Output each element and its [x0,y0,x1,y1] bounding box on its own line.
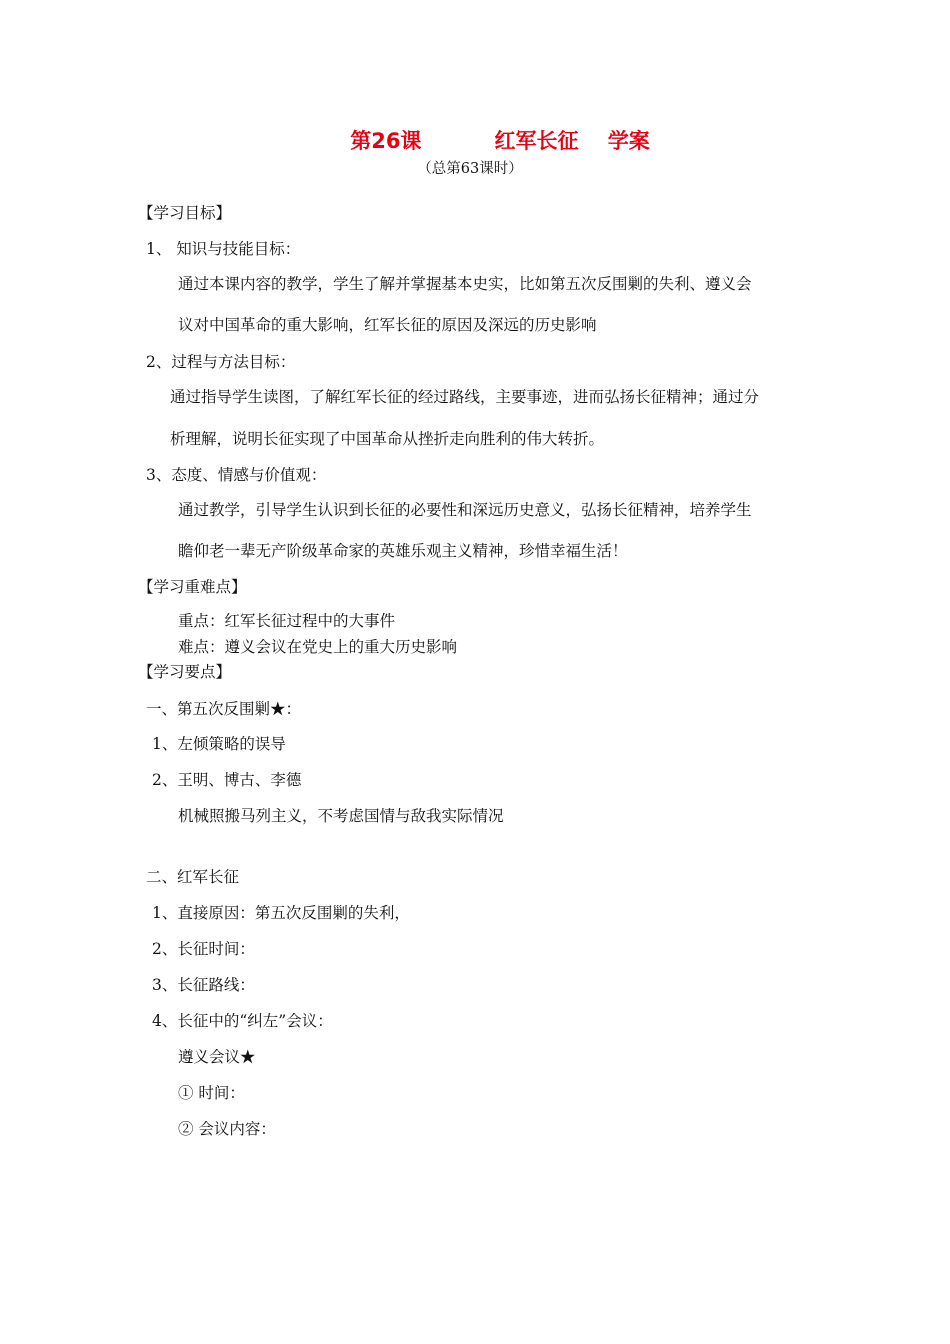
difficulty-point: 难点：遵义会议在党史上的重大历史影响 [178,638,458,656]
key-points-heading: 【学习重难点】 [138,578,247,596]
attitude-values-line-2: 瞻仰老一辈无产阶级革命家的英雄乐观主义精神，珍惜幸福生活！ [178,542,628,560]
section-1-title: 一、第五次反围剿★： [146,700,302,718]
zunyi-meeting: 遵义会议★ [178,1048,256,1066]
knowledge-skill-line-1: 通过本课内容的教学，学生了解并掌握基本史实，比如第五次反围剿的失利、遵义会 [178,275,752,293]
knowledge-skill-line-2: 议对中国革命的重大影响，红军长征的原因及深远的历史影响 [178,316,597,334]
section-2-item-3: 3、长征路线： [152,976,255,994]
lesson-subtitle: （总第63课时） [417,161,523,177]
process-method-line-2: 析理解，说明长征实现了中国革命从挫折走向胜利的伟大转折。 [170,430,605,448]
lesson-title: 第26课 红军长征 学案 [350,129,650,153]
section-2-title: 二、红军长征 [146,868,240,886]
focus-point: 重点：红军长征过程中的大事件 [178,612,396,630]
zunyi-content: ② 会议内容： [178,1120,276,1138]
section-2-item-1: 1、直接原因：第五次反围剿的失利， [152,904,410,922]
zunyi-time: ① 时间： [178,1084,245,1102]
process-method-label: 2、过程与方法目标： [146,353,296,371]
process-method-line-1: 通过指导学生读图，了解红军长征的经过路线，主要事迹，进而弘扬长征精神；通过分 [170,388,760,406]
essentials-heading: 【学习要点】 [138,663,232,681]
section-1-item-1: 1、左倾策略的误导 [152,735,286,753]
objectives-heading: 【学习目标】 [138,204,232,222]
knowledge-skill-label: 1、 知识与技能目标： [146,240,301,258]
section-1-item-2: 2、王明、博古、李德 [152,771,302,789]
section-2-item-4: 4、长征中的“纠左”会议： [152,1012,333,1030]
attitude-values-label: 3、态度、情感与价值观： [146,466,327,484]
section-1-note: 机械照搬马列主义，不考虑国情与敌我实际情况 [178,807,504,825]
section-2-item-2: 2、长征时间： [152,940,255,958]
attitude-values-line-1: 通过教学，引导学生认识到长征的必要性和深远历史意义，弘扬长征精神，培养学生 [178,501,752,519]
